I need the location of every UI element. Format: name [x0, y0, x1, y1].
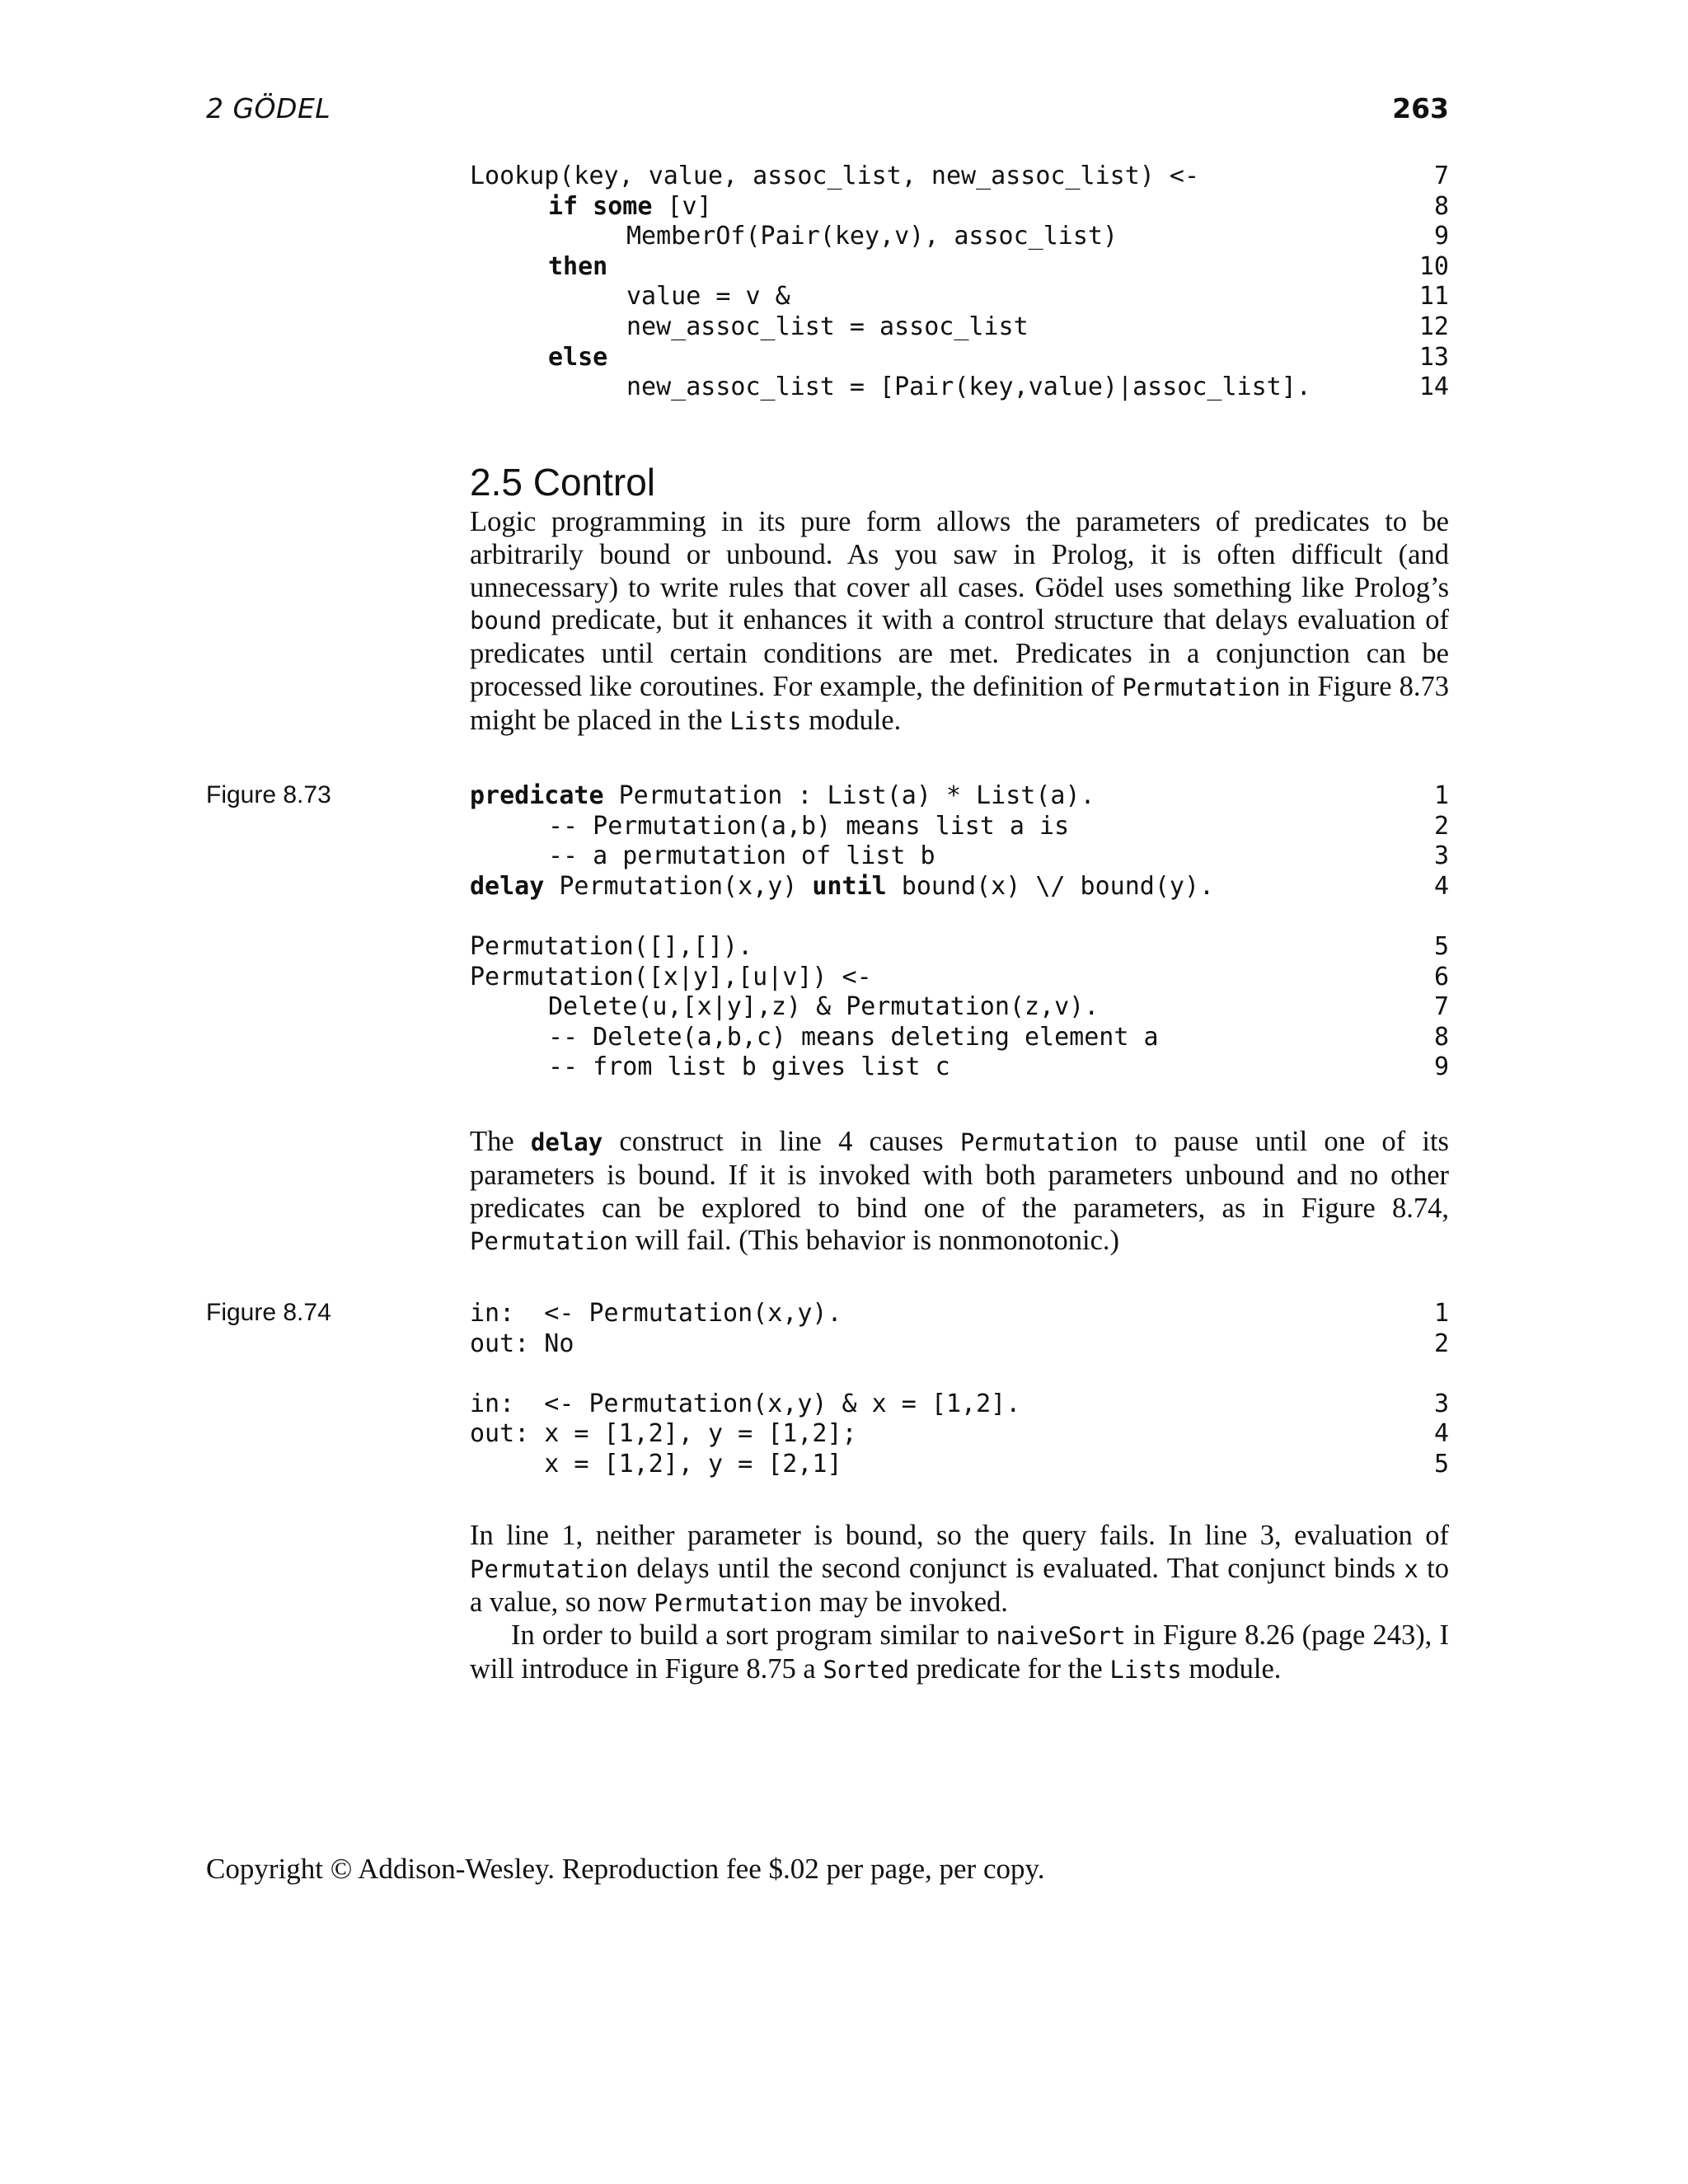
code-segment: -- a permutation of list b: [548, 841, 935, 871]
inline-code: Permutation: [470, 1554, 629, 1583]
code-segment: MemberOf(Pair(key,v), assoc_list): [626, 222, 1118, 251]
code-line: [470, 1450, 1449, 1480]
code-line: [470, 1052, 1449, 1083]
code-segment: Permutation(x,y): [544, 871, 813, 901]
paragraph-query-explanation: [470, 1520, 1449, 1687]
text-run: in Figure 8.26 (page 243), I will introduce in Figure 8.75 a: [470, 1619, 1449, 1685]
code-text: [470, 963, 872, 993]
code-line: [470, 963, 1449, 993]
line-number: 7: [1433, 992, 1449, 1022]
inline-code: naiveSort: [996, 1622, 1126, 1651]
code-keyword: else: [548, 342, 608, 372]
inline-code: Sorted: [823, 1656, 910, 1685]
code-text: [470, 1450, 842, 1480]
code-keyword: predicate: [470, 781, 604, 810]
code-line: [470, 373, 1449, 403]
code-text: [470, 252, 607, 283]
code-segment: value = v &: [626, 282, 790, 312]
text-run: may be invoked.: [812, 1586, 1008, 1618]
code-text: [470, 841, 935, 872]
line-number: 1: [1433, 781, 1449, 810]
line-number: 6: [1433, 962, 1449, 991]
code-text: [470, 1419, 857, 1450]
code-line: [470, 872, 1449, 902]
inline-code: delay: [530, 1128, 603, 1156]
line-number: 3: [1433, 841, 1449, 871]
code-line: [470, 312, 1449, 343]
code-text: [470, 932, 753, 963]
text-run: module.: [1181, 1653, 1282, 1685]
text-run: module.: [801, 704, 902, 736]
copyright-footer: Copyright © Addison-Wesley. Reproduction fee $.02 per page, per copy.: [206, 1853, 1045, 1885]
code-line: [470, 222, 1449, 252]
text-run: predicate for the: [909, 1653, 1110, 1685]
code-line: [470, 932, 1449, 963]
text-run: The: [470, 1126, 531, 1157]
code-segment: Permutation([],[]).: [470, 931, 753, 961]
code-text: [470, 812, 1069, 842]
code-text: [470, 192, 712, 223]
line-number: 9: [1433, 222, 1449, 251]
line-number: 8: [1433, 191, 1449, 221]
figure-label-8-74: Figure 8.74: [206, 1299, 331, 1326]
code-segment: x = [1,2], y = [2,1]: [470, 1449, 842, 1479]
line-number: 5: [1433, 931, 1449, 961]
code-text: [470, 222, 1118, 252]
code-segment: Permutation([x|y],[u|v]) <-: [470, 962, 872, 991]
code-segment: in: <- Permutation(x,y).: [470, 1299, 842, 1328]
line-number: 2: [1433, 811, 1449, 841]
code-line: [470, 162, 1449, 192]
code-segment: out: No: [470, 1329, 574, 1358]
code-listing-lookup: [470, 162, 1449, 403]
text-run: will fail. (This behavior is nonmonotonic.): [628, 1225, 1120, 1257]
code-line: [470, 1023, 1449, 1053]
inline-code: Permutation: [470, 1227, 629, 1256]
code-text: [470, 1052, 950, 1083]
code-text: [470, 1299, 842, 1329]
text-run: to a value, so now: [470, 1552, 1449, 1618]
code-listing-figure-8-73: [470, 781, 1449, 1083]
code-text: [470, 162, 1199, 192]
code-text: [470, 373, 1311, 403]
line-number: 8: [1433, 1022, 1449, 1052]
inline-code: Permutation: [654, 1588, 813, 1617]
code-keyword: if some: [548, 191, 653, 221]
paragraph-delay-construct: [470, 1126, 1449, 1258]
paragraph-text: [470, 1619, 1449, 1687]
line-number: 7: [1433, 162, 1449, 190]
code-text: [470, 312, 1029, 343]
line-number: 11: [1418, 282, 1449, 312]
inline-code: Permutation: [959, 1128, 1118, 1156]
inline-code: bound: [470, 607, 542, 635]
code-line: [470, 1299, 1449, 1329]
code-segment: -- from list b gives list c: [548, 1052, 950, 1082]
page-number: 263: [1392, 92, 1449, 124]
code-text: [470, 872, 1214, 902]
code-segment: out: x = [1,2], y = [1,2];: [470, 1419, 857, 1449]
code-keyword: then: [548, 251, 608, 281]
line-number: 14: [1418, 373, 1449, 402]
line-number: 3: [1433, 1389, 1449, 1418]
code-text: [470, 1329, 574, 1360]
running-head-chapter: 2 GÖDEL: [206, 92, 331, 124]
code-segment: in: <- Permutation(x,y) & x = [1,2].: [470, 1389, 1021, 1418]
line-number: 10: [1418, 251, 1449, 281]
inline-code: Lists: [1109, 1656, 1182, 1685]
code-segment: bound(x) \/ bound(y).: [886, 871, 1215, 901]
paragraph-text: [470, 1520, 1449, 1619]
paragraph-text: [470, 1126, 1449, 1258]
code-segment: Delete(u,[x|y],z) & Permutation(z,v).: [548, 992, 1100, 1022]
text-run: Logic programming in its pure form allows the parameters of predicates to be arbitrarily bound or unbound. As you saw in Prolog, it is often difficult (and unnecessary) to write rules that cover all cases. Gödel uses something like Prolog’s: [470, 506, 1449, 603]
code-text: [470, 781, 1095, 812]
figure-label-8-73: Figure 8.73: [206, 781, 331, 808]
code-segment: new_assoc_list = assoc_list: [626, 312, 1029, 341]
line-number: 9: [1433, 1052, 1449, 1082]
code-line: [470, 1329, 1449, 1360]
code-line: [470, 812, 1449, 842]
code-line: [470, 1390, 1449, 1420]
code-text: [470, 992, 1099, 1023]
line-number: 4: [1433, 871, 1449, 901]
code-line: [470, 841, 1449, 872]
code-text: [470, 1390, 1020, 1420]
code-segment: -- Delete(a,b,c) means deleting element a: [548, 1022, 1159, 1052]
inline-code: x: [1404, 1554, 1418, 1583]
text-run: to pause until one of its parameters is bound. If it is invoked with both parameters unbound and no other predicates can be explored to bind one of the parameters, as in Figure 8.74,: [470, 1126, 1449, 1224]
code-blank-line: [470, 1359, 1449, 1390]
code-text: [470, 343, 607, 373]
text-run: In line 1, neither parameter is bound, so the query fails. In line 3, evaluation of: [470, 1520, 1449, 1551]
text-run: construct in line 4 causes: [603, 1126, 960, 1157]
code-segment: Lookup(key, value, assoc_list, new_assoc_list) <-: [470, 162, 1200, 190]
code-segment: [v]: [652, 191, 712, 221]
code-text: [470, 282, 790, 312]
code-line: [470, 343, 1449, 373]
section-title: 2.5 Control: [470, 461, 656, 504]
line-number: 12: [1418, 312, 1449, 341]
code-keyword: delay: [470, 871, 545, 901]
inline-code: Lists: [729, 706, 802, 735]
text-run: In order to build a sort program similar to: [511, 1619, 996, 1652]
line-number: 13: [1418, 342, 1449, 372]
code-line: [470, 282, 1449, 312]
text-run: predicate, but it enhances it with a control structure that delays evaluation of predicates until certain conditions are met. Predicates in a conjunction can be processed like coroutines. For example, the definition of: [470, 604, 1449, 702]
text-run: in Figure 8.73 might be placed in the: [470, 670, 1449, 736]
paragraph-text: [470, 506, 1449, 738]
code-blank-line: [470, 902, 1449, 932]
line-number: 1: [1433, 1299, 1449, 1328]
code-line: [470, 252, 1449, 283]
line-number: 5: [1433, 1449, 1449, 1479]
line-number: 2: [1433, 1329, 1449, 1358]
code-line: [470, 1419, 1449, 1450]
code-listing-figure-8-74: [470, 1299, 1449, 1480]
code-segment: new_assoc_list = [Pair(key,value)|assoc_list].: [626, 373, 1311, 402]
code-line: [470, 781, 1449, 812]
paragraph-control-intro: [470, 506, 1449, 738]
code-keyword: until: [812, 871, 887, 901]
code-segment: Permutation : List(a) * List(a).: [603, 781, 1095, 810]
text-run: delays until the second conjunct is evaluated. That conjunct binds: [628, 1552, 1404, 1584]
inline-code: Permutation: [1122, 673, 1281, 701]
code-segment: -- Permutation(a,b) means list a is: [548, 811, 1070, 841]
code-line: [470, 192, 1449, 223]
code-line: [470, 992, 1449, 1023]
code-text: [470, 1023, 1159, 1053]
line-number: 4: [1433, 1419, 1449, 1449]
